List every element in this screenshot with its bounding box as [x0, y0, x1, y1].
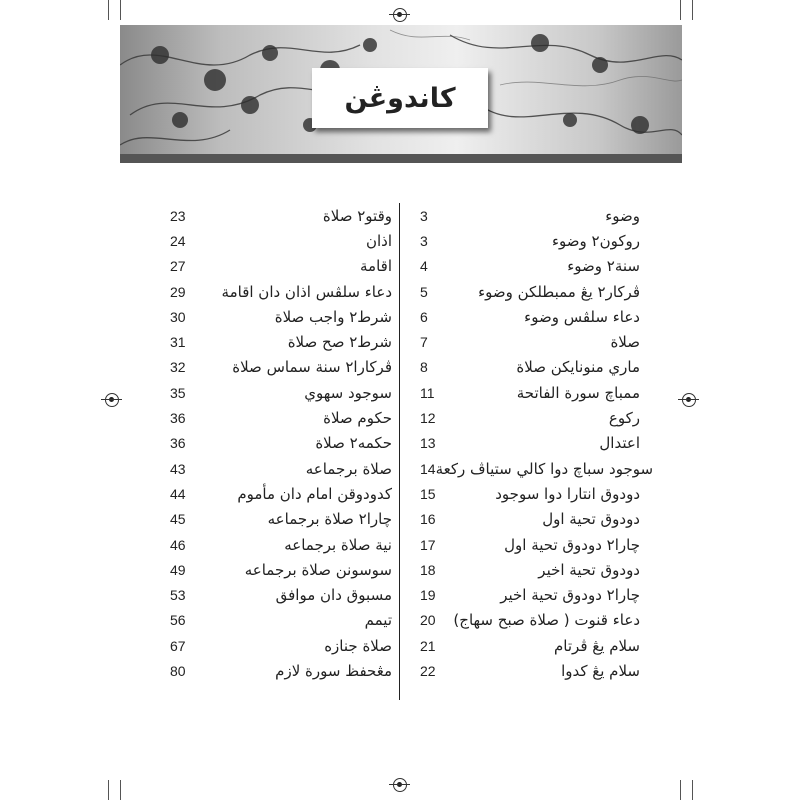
toc-entry-title: دعاء سلڤس اذان دان اقامة	[221, 282, 392, 301]
toc-entry	[420, 481, 640, 506]
toc-entry-title: ڤركارا٢ سنة سماس صلاة	[232, 358, 392, 377]
toc-entry-title: اعتدال	[599, 434, 640, 453]
toc-page-number: 3	[420, 232, 428, 249]
toc-entry-title: دودوق انتارا دوا سوجود	[495, 484, 640, 503]
toc-page-number: 56	[170, 612, 186, 629]
toc-page-number: 17	[420, 536, 436, 553]
toc-entry-title: وضوء	[605, 206, 640, 225]
toc-page-number: 49	[170, 561, 186, 578]
toc-entry	[170, 481, 392, 506]
toc-page-number: 24	[170, 232, 186, 249]
toc-entry	[420, 254, 640, 279]
toc-entry-title: سوجود سباچ دوا كالي ستياڤ ركعة	[435, 459, 654, 478]
toc-entry	[170, 532, 392, 557]
toc-entry	[170, 557, 392, 582]
toc-entry	[420, 608, 640, 633]
toc-entry	[170, 279, 392, 304]
toc-page-number: 19	[420, 587, 436, 604]
toc-entry	[420, 532, 640, 557]
registration-mark-icon	[393, 778, 407, 792]
toc-page-number: 29	[170, 283, 186, 300]
toc-entry	[420, 658, 640, 683]
toc-page-number: 22	[420, 662, 436, 679]
toc-entry	[420, 405, 640, 430]
toc-page-number: 80	[170, 662, 186, 679]
toc-entry	[170, 431, 392, 456]
toc-page-number: 23	[170, 207, 186, 224]
toc-column-left	[170, 203, 392, 684]
toc-entry	[170, 228, 392, 253]
toc-page-number: 8	[420, 359, 428, 376]
toc-page-number: 6	[420, 308, 428, 325]
registration-mark-icon	[105, 393, 119, 407]
toc-entry-title: سلام يڠ ڤرتام	[554, 636, 640, 655]
toc-entry-title: كدودوقن امام دان مأموم	[237, 484, 392, 503]
toc-entry-title: سنة٢ وضوء	[567, 257, 640, 276]
toc-page-number: 43	[170, 460, 186, 477]
toc-page-number: 16	[420, 511, 436, 528]
toc-page-number: 14	[420, 460, 436, 477]
toc-entry-title: نية صلاة برجماعه	[284, 535, 392, 554]
toc-entry	[420, 507, 640, 532]
toc-entry	[170, 203, 392, 228]
toc-entry	[170, 304, 392, 329]
toc-entry	[170, 507, 392, 532]
toc-entry	[420, 557, 640, 582]
toc-entry-title: دعاء سلڤس وضوء	[524, 307, 640, 326]
registration-mark-icon	[682, 393, 696, 407]
toc-entry-title: روكون٢ وضوء	[551, 231, 640, 250]
toc-page-number: 18	[420, 561, 436, 578]
toc-entry	[170, 355, 392, 380]
crop-mark	[692, 780, 693, 800]
crop-mark	[680, 0, 681, 20]
toc-entry-title: ركوع	[608, 409, 640, 428]
crop-mark	[120, 780, 121, 800]
toc-entry-title: صلاة جنازه	[324, 636, 392, 655]
toc-page-number: 44	[170, 485, 186, 502]
toc-entry	[170, 658, 392, 683]
toc-entry	[170, 608, 392, 633]
toc-entry-title: شرط٢ واجب صلاة	[274, 307, 392, 326]
toc-entry-title: ممباچ سورة الفاتحة	[516, 383, 640, 402]
toc-entry-title: اذان	[365, 231, 392, 250]
toc-entry-title: ڤركار٢ يڠ ممبطلكن وضوء	[478, 282, 640, 301]
crop-mark	[120, 0, 121, 20]
toc-entry-title: وقتو٢ صلاة	[322, 206, 392, 225]
registration-mark-icon	[393, 8, 407, 22]
toc-entry	[170, 380, 392, 405]
toc-page-number: 45	[170, 511, 186, 528]
toc-entry-title: صلاة	[610, 333, 640, 352]
toc-entry-title: سوجود سهوي	[304, 383, 392, 402]
toc-entry-title: حكمه٢ صلاة	[315, 434, 392, 453]
toc-entry	[420, 329, 640, 354]
toc-page-number: 12	[420, 410, 436, 427]
column-divider	[399, 203, 400, 700]
toc-page-number: 27	[170, 258, 186, 275]
toc-entry	[170, 254, 392, 279]
toc-entry-title: دعاء قنوت ( صلاة صبح سهاج)	[453, 611, 640, 630]
toc-entry	[170, 456, 392, 481]
toc-page-number: 5	[420, 283, 428, 300]
toc-page-number: 21	[420, 637, 436, 654]
banner-shadow-bar	[120, 154, 682, 163]
toc-page-number: 36	[170, 410, 186, 427]
toc-page-number: 20	[420, 612, 436, 629]
toc-page-number: 30	[170, 308, 186, 325]
crop-mark	[108, 780, 109, 800]
toc-entry	[420, 279, 640, 304]
toc-entry-title: شرط٢ صح صلاة	[287, 333, 392, 352]
toc-page-number: 13	[420, 435, 436, 452]
toc-page-number: 7	[420, 334, 428, 351]
toc-entry	[420, 431, 640, 456]
toc-entry-title: صلاة برجماعه	[305, 459, 392, 478]
toc-entry	[420, 355, 640, 380]
crop-mark	[692, 0, 693, 20]
toc-entry-title: چارا٢ دودوق تحية اخير	[500, 586, 640, 605]
toc-page-number: 11	[420, 384, 435, 401]
toc-page-number: 35	[170, 384, 186, 401]
toc-entry	[420, 228, 640, 253]
toc-page-number: 31	[170, 334, 186, 351]
toc-entry	[420, 304, 640, 329]
toc-page-number: 32	[170, 359, 186, 376]
toc-entry-title: تيمم	[364, 611, 392, 630]
toc-entry-title: چارا٢ صلاة برجماعه	[267, 510, 392, 529]
toc-entry-title: دودوق تحية اخير	[538, 560, 640, 579]
toc-page-number: 15	[420, 485, 436, 502]
toc-page-number: 36	[170, 435, 186, 452]
toc-entry	[420, 582, 640, 607]
toc-page-number: 67	[170, 637, 186, 654]
toc-entry	[420, 456, 654, 481]
toc-column-right	[420, 203, 654, 684]
toc-entry-title: ماري منونايكن صلاة	[516, 358, 640, 377]
toc-page-number: 53	[170, 587, 186, 604]
page-title: كاندوڠن	[344, 82, 456, 114]
toc-entry	[170, 329, 392, 354]
toc-entry-title: سلام يڠ كدوا	[561, 661, 640, 680]
toc-page-number: 3	[420, 207, 428, 224]
toc-entry	[170, 405, 392, 430]
crop-mark	[680, 780, 681, 800]
toc-entry	[170, 633, 392, 658]
toc-entry	[420, 380, 640, 405]
toc-entry-title: مسبوق دان موافق	[275, 586, 392, 605]
title-box	[312, 68, 488, 128]
crop-mark	[108, 0, 109, 20]
toc-page-number: 4	[420, 258, 428, 275]
toc-entry-title: سوسونن صلاة برجماعه	[244, 560, 392, 579]
toc-entry-title: حكوم صلاة	[323, 409, 392, 428]
toc-entry	[170, 582, 392, 607]
toc-entry-title: دودوق تحية اول	[542, 510, 640, 529]
toc-entry	[420, 633, 640, 658]
toc-entry-title: چارا٢ دودوق تحية اول	[504, 535, 640, 554]
toc-entry-title: مڠحفظ سورة لازم	[275, 661, 392, 680]
toc-page-number: 46	[170, 536, 186, 553]
toc-entry	[420, 203, 640, 228]
toc-entry-title: اقامة	[360, 257, 392, 276]
